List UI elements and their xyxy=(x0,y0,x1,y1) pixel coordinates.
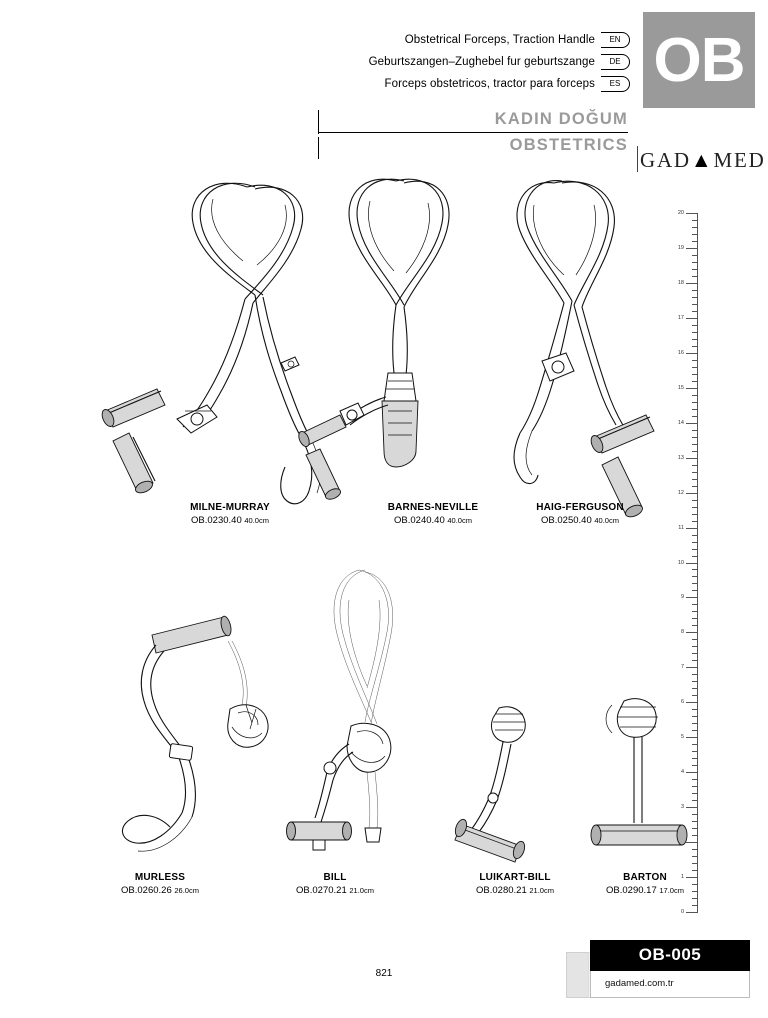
ruler-label: 6 xyxy=(680,699,684,706)
page-number: 821 xyxy=(375,968,393,979)
header-title-en: Obstetrical Forceps, Traction Handle xyxy=(404,34,595,46)
section-title-en: OBSTETRICS xyxy=(509,136,628,154)
ruler-label: 7 xyxy=(680,664,684,671)
product-code: OB.0260.26 xyxy=(121,885,172,896)
ruler-label: 20 xyxy=(677,210,684,216)
caption-murless xyxy=(60,872,260,896)
product-code: OB.0280.21 xyxy=(476,885,527,896)
product-size: 40.0cm xyxy=(244,516,269,525)
instrument-luikart-bill xyxy=(455,700,575,870)
ruler-label: 5 xyxy=(680,734,684,741)
product-size: 21.0cm xyxy=(529,886,554,895)
product-code: OB.0290.17 xyxy=(606,885,657,896)
product-name: MILNE-MURRAY xyxy=(190,502,270,513)
ruler-label: 14 xyxy=(677,419,684,426)
language-tag-de: DE xyxy=(601,54,630,70)
language-tag-es: ES xyxy=(601,76,630,92)
footer-doc-code: OB-005 xyxy=(590,940,750,971)
product-name: BARNES-NEVILLE xyxy=(387,502,479,513)
footer-website: gadamed.com.tr xyxy=(590,971,750,998)
brand-logo-suffix: MED xyxy=(713,148,766,172)
product-size: 26.0cm xyxy=(174,886,199,895)
ruler-label: 13 xyxy=(677,454,684,461)
ruler-label: 3 xyxy=(680,804,684,811)
ruler-label: 10 xyxy=(677,559,684,566)
footer-code-block xyxy=(590,940,750,998)
instrument-barton xyxy=(590,695,700,870)
product-name: MURLESS xyxy=(134,872,186,883)
ruler-label: 19 xyxy=(677,244,684,251)
product-code: OB.0270.21 xyxy=(296,885,347,896)
ruler-label: 16 xyxy=(677,349,684,356)
footer-swatch-dark xyxy=(566,952,590,998)
section-code-badge: OB xyxy=(643,12,755,108)
instrument-bill xyxy=(285,560,445,870)
product-code-line xyxy=(235,885,435,896)
product-size: 17.0cm xyxy=(659,886,684,895)
product-name: BILL xyxy=(323,872,347,883)
product-size: 21.0cm xyxy=(349,886,374,895)
product-size: 40.0cm xyxy=(447,516,472,525)
caption-bill xyxy=(235,872,435,896)
instrument-murless xyxy=(100,605,310,865)
ruler-label: 9 xyxy=(680,594,684,601)
header-title-de: Geburtszangen–Zughebel fur geburtszange xyxy=(368,56,595,68)
ruler-label: 0 xyxy=(680,909,684,915)
brand-logo-prefix: GAD xyxy=(640,148,691,172)
product-code: OB.0250.40 xyxy=(541,515,592,526)
language-tag-en: EN xyxy=(601,32,630,48)
product-name: LUIKART-BILL xyxy=(479,872,551,883)
product-code: OB.0230.40 xyxy=(191,515,242,526)
product-code-line xyxy=(480,515,680,526)
brand-logo-mark: ▲ xyxy=(690,148,714,172)
product-name: HAIG-FERGUSON xyxy=(536,502,624,513)
instrument-barnes-neville xyxy=(300,165,490,505)
ruler-label: 1 xyxy=(680,874,684,881)
caption-haig-ferguson xyxy=(480,502,680,526)
ruler-label: 12 xyxy=(677,489,684,496)
ruler-label: 11 xyxy=(678,524,684,531)
ruler-label: 15 xyxy=(677,384,684,391)
product-code-line xyxy=(60,885,260,896)
product-name: BARTON xyxy=(623,872,667,883)
caption-barton xyxy=(545,872,745,896)
caption-milne-murray xyxy=(130,502,330,526)
ruler-label: 17 xyxy=(677,314,684,321)
section-title-tr: KADIN DOĞUM xyxy=(318,110,628,133)
product-code: OB.0240.40 xyxy=(394,515,445,526)
product-size: 40.0cm xyxy=(594,516,619,525)
product-code-line xyxy=(545,885,745,896)
instrument-haig-ferguson xyxy=(490,165,670,505)
ruler-label: 8 xyxy=(680,629,684,636)
header-title-es: Forceps obstetricos, tractor para forceps xyxy=(384,78,595,90)
product-code-line xyxy=(130,515,330,526)
ruler-label: 4 xyxy=(680,769,684,776)
ruler-label: 18 xyxy=(677,279,684,286)
